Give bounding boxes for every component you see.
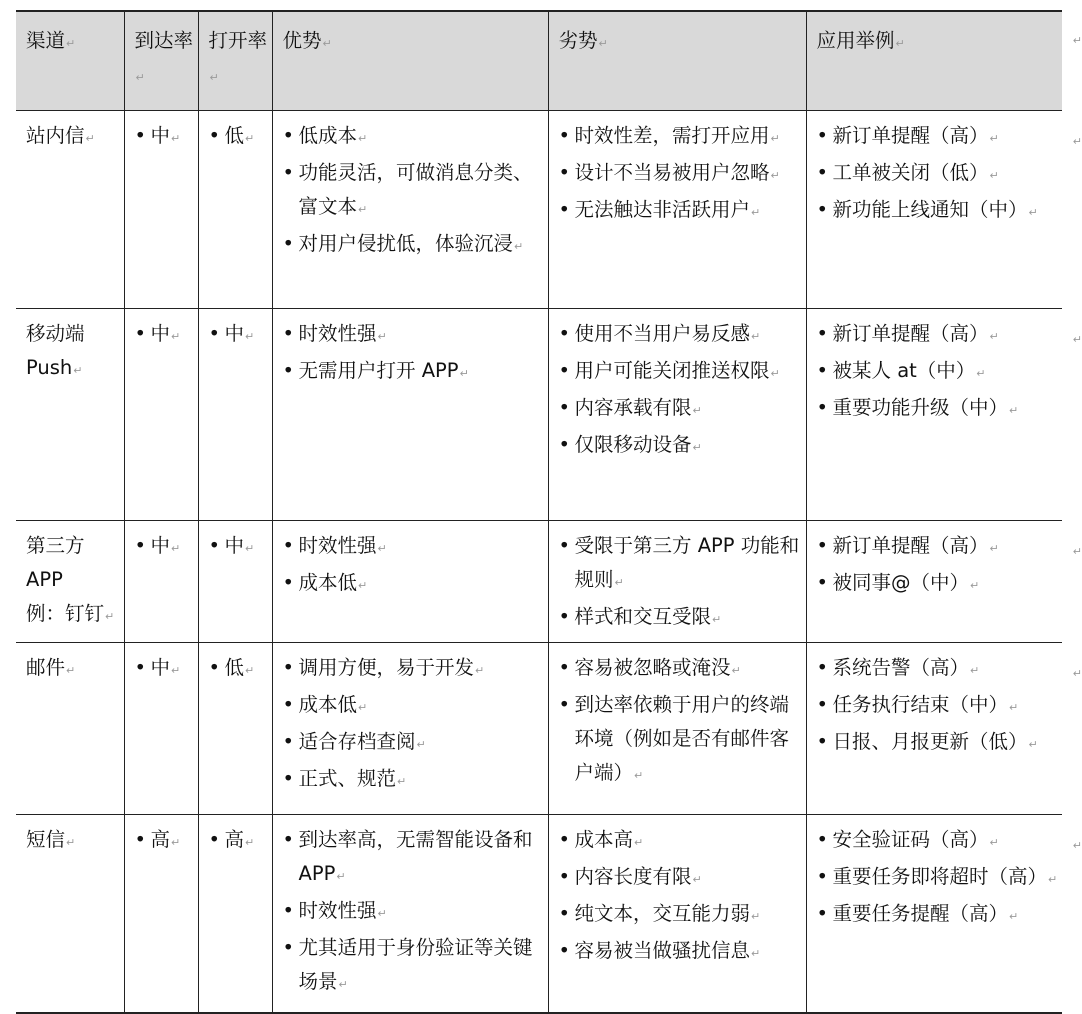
list-item <box>817 725 1063 762</box>
row-end-mark: ↵ <box>1072 333 1082 346</box>
open-rate-list <box>209 651 272 688</box>
list-item <box>283 894 548 931</box>
list-item <box>559 354 806 391</box>
channel-cell <box>16 815 124 1013</box>
row-end-mark: ↵ <box>1072 667 1082 680</box>
list-item <box>817 566 1063 603</box>
list-item <box>559 317 806 354</box>
paragraph-mark: ↵ <box>692 873 702 886</box>
paragraph-mark: ↵ <box>171 664 181 677</box>
paragraph-mark: ↵ <box>1009 404 1019 417</box>
examples-cell <box>806 111 1082 309</box>
table-row <box>16 111 1062 309</box>
channel-text: APP <box>26 568 63 591</box>
list-item <box>817 651 1063 688</box>
examples-cell <box>806 521 1082 643</box>
examples-cell-list <box>817 529 1063 603</box>
paragraph-mark: ↵ <box>245 836 255 849</box>
paragraph-mark: ↵ <box>970 579 980 592</box>
list-item-text: 适合存档查阅 <box>298 730 416 753</box>
row-end-mark: ↵ <box>1072 34 1082 47</box>
channel-text: 站内信 <box>26 124 85 147</box>
list-item <box>559 529 806 600</box>
list-item-text: 容易被忽略或淹没 <box>574 656 731 679</box>
pros-cell-list <box>283 651 548 799</box>
row-end-mark: ↵ <box>1072 545 1082 558</box>
list-item <box>559 860 806 897</box>
open-rate-value: 低 <box>224 124 245 147</box>
list-item <box>135 317 198 354</box>
cons-cell <box>548 309 806 521</box>
header-examples: 应用举例↵ ↵ <box>806 11 1062 111</box>
channel-cell <box>16 309 124 521</box>
paragraph-mark: ↵ <box>459 367 469 380</box>
paragraph-mark: ↵ <box>976 367 986 380</box>
header-channel: 渠道↵ <box>16 11 124 111</box>
list-item <box>559 688 806 793</box>
list-item-text: 无法触达非活跃用户 <box>574 198 751 221</box>
pros-cell <box>272 309 548 521</box>
list-item-text: 重要任务提醒（高） <box>832 902 1009 925</box>
paragraph-mark: ↵ <box>1048 873 1058 886</box>
table-row <box>16 521 1062 643</box>
list-item <box>209 823 272 860</box>
open-rate-value: 低 <box>224 656 245 679</box>
header-examples-label: 应用举例 <box>816 29 895 52</box>
pros-cell <box>272 521 548 643</box>
paragraph-mark: ↵ <box>634 836 644 849</box>
channel-text: Push <box>26 356 73 379</box>
header-cons-label: 劣势 <box>558 29 598 52</box>
list-item-text: 低成本 <box>298 124 358 147</box>
reach-rate-value: 中 <box>150 534 171 557</box>
reach-rate-cell <box>124 643 198 815</box>
examples-cell <box>806 643 1082 815</box>
reach-rate-list <box>135 651 198 688</box>
list-item <box>559 156 806 193</box>
list-item <box>135 119 198 156</box>
paragraph-mark: ↵ <box>770 367 780 380</box>
open-rate-value: 中 <box>224 322 245 345</box>
list-item <box>283 725 548 762</box>
paragraph-mark: ↵ <box>731 664 741 677</box>
open-rate-list <box>209 529 272 566</box>
list-item-text: 容易被当做骚扰信息 <box>574 939 751 962</box>
pros-cell-list <box>283 317 548 391</box>
channel-text: 短信 <box>26 828 66 851</box>
channel-line <box>26 119 124 156</box>
channel-cell <box>16 643 124 815</box>
list-item <box>283 823 548 894</box>
examples-cell-list <box>817 317 1063 428</box>
paragraph-mark: ↵ <box>245 132 255 145</box>
header-open-label: 打开率 <box>208 29 268 52</box>
list-item-text: 内容长度有限 <box>574 865 692 888</box>
channel-text: 邮件 <box>26 656 66 679</box>
examples-cell-list <box>817 119 1063 230</box>
list-item <box>283 651 548 688</box>
list-item-text: 任务执行结束（中） <box>832 693 1009 716</box>
pros-cell <box>272 111 548 309</box>
channel-line <box>26 597 124 634</box>
paragraph-mark: ↵ <box>171 330 181 343</box>
header-pros: 优势↵ <box>272 11 548 111</box>
paragraph-mark: ↵ <box>245 330 255 343</box>
paragraph-mark: ↵ <box>751 330 761 343</box>
paragraph-mark: ↵ <box>245 542 255 555</box>
list-item <box>209 529 272 566</box>
paragraph-mark: ↵ <box>358 203 368 216</box>
list-item-text: 时效性强 <box>298 899 377 922</box>
list-item <box>817 354 1063 391</box>
cons-cell-list <box>559 529 806 637</box>
examples-cell <box>806 309 1082 521</box>
paragraph-mark: ↵ <box>989 330 999 343</box>
paragraph-mark: ↵ <box>66 664 76 677</box>
list-item-text: 工单被关闭（低） <box>832 161 989 184</box>
reach-rate-list <box>135 119 198 156</box>
cons-cell-list <box>559 119 806 230</box>
paragraph-mark: ↵ <box>1028 738 1038 751</box>
channel-text: 移动端 <box>26 322 85 345</box>
list-item <box>817 688 1063 725</box>
list-item <box>817 529 1063 566</box>
cons-cell-list <box>559 651 806 793</box>
header-cons: 劣势↵ <box>548 11 806 111</box>
open-rate-value: 高 <box>224 828 245 851</box>
open-rate-list <box>209 317 272 354</box>
list-item <box>817 317 1063 354</box>
cons-cell <box>548 521 806 643</box>
channel-line <box>26 351 124 388</box>
list-item <box>559 119 806 156</box>
cons-cell <box>548 643 806 815</box>
list-item <box>817 897 1063 934</box>
paragraph-mark: ↵ <box>1009 910 1019 923</box>
paragraph-mark: ↵ <box>770 169 780 182</box>
list-item-text: 设计不当易被用户忽略 <box>574 161 770 184</box>
list-item <box>559 600 806 637</box>
paragraph-mark: ↵ <box>751 910 761 923</box>
list-item <box>559 193 806 230</box>
list-item-text: 尤其适用于身份验证等关键场景 <box>298 936 533 993</box>
list-item-text: 重要任务即将超时（高） <box>832 865 1048 888</box>
list-item-text: 内容承载有限 <box>574 396 692 419</box>
list-item-text: 成本低 <box>298 571 358 594</box>
list-item <box>817 156 1063 193</box>
cons-cell-list <box>559 317 806 465</box>
paragraph-mark: ↵ <box>377 330 387 343</box>
paragraph-mark: ↵ <box>85 132 95 145</box>
list-item-text: 受限于第三方 APP 功能和规则 <box>574 534 800 591</box>
list-item-text: 新订单提醒（高） <box>832 534 989 557</box>
pros-cell <box>272 643 548 815</box>
list-item <box>817 119 1063 156</box>
channel-line <box>26 563 124 597</box>
pros-cell-list <box>283 823 548 1002</box>
pros-cell <box>272 815 548 1013</box>
paragraph-mark: ↵ <box>377 542 387 555</box>
paragraph-mark: ↵ <box>692 441 702 454</box>
cons-cell-list <box>559 823 806 971</box>
channel-line <box>26 651 124 688</box>
list-item-text: 成本高 <box>574 828 634 851</box>
paragraph-mark: ↵ <box>989 169 999 182</box>
paragraph-mark: ↵ <box>171 836 181 849</box>
list-item-text: 新功能上线通知（中） <box>832 198 1028 221</box>
list-item-text: 日报、月报更新（低） <box>832 730 1028 753</box>
reach-rate-list <box>135 823 198 860</box>
list-item-text: 被同事@（中） <box>832 571 970 594</box>
open-rate-cell <box>198 815 272 1013</box>
list-item <box>135 651 198 688</box>
list-item <box>283 931 548 1002</box>
paragraph-mark: ↵ <box>989 836 999 849</box>
list-item <box>135 529 198 566</box>
open-rate-list <box>209 119 272 156</box>
header-open-rate: 打开率↵ <box>198 11 272 111</box>
list-item-text: 纯文本，交互能力弱 <box>574 902 751 925</box>
channel-text: 第三方 <box>26 534 85 557</box>
paragraph-mark: ↵ <box>336 870 346 883</box>
header-reach-label: 到达率 <box>134 29 194 52</box>
list-item <box>817 193 1063 230</box>
list-item <box>559 391 806 428</box>
pros-cell-list <box>283 529 548 603</box>
paragraph-mark: ↵ <box>171 542 181 555</box>
header-pros-label: 优势 <box>282 29 322 52</box>
list-item <box>283 529 548 566</box>
row-end-mark: ↵ <box>1072 839 1082 852</box>
channel-line <box>26 529 124 563</box>
list-item-text: 用户可能关闭推送权限 <box>574 359 770 382</box>
paragraph-mark: ↵ <box>751 947 761 960</box>
table-body <box>16 111 1082 1013</box>
reach-rate-list <box>135 317 198 354</box>
list-item-text: 时效性强 <box>298 322 377 345</box>
channel-comparison-table <box>16 10 1082 1014</box>
paragraph-mark: ↵ <box>614 576 624 589</box>
channel-text: 例：钉钉 <box>26 602 105 625</box>
paragraph-mark: ↵ <box>171 132 181 145</box>
paragraph-mark: ↵ <box>358 132 368 145</box>
list-item <box>283 119 548 156</box>
paragraph-mark: ↵ <box>712 613 722 626</box>
list-item-text: 被某人 at（中） <box>832 359 976 382</box>
channel-cell <box>16 111 124 309</box>
paragraph-mark: ↵ <box>397 775 407 788</box>
list-item-text: 新订单提醒（高） <box>832 322 989 345</box>
list-item <box>209 317 272 354</box>
list-item <box>559 428 806 465</box>
header-row <box>16 11 1062 111</box>
list-item <box>817 860 1063 897</box>
reach-rate-list <box>135 529 198 566</box>
pros-cell-list <box>283 119 548 264</box>
paragraph-mark: ↵ <box>475 664 485 677</box>
list-item <box>283 762 548 799</box>
reach-rate-cell <box>124 309 198 521</box>
paragraph-mark: ↵ <box>73 364 83 377</box>
list-item <box>283 688 548 725</box>
paragraph-mark: ↵ <box>989 132 999 145</box>
paragraph-mark: ↵ <box>1028 206 1038 219</box>
list-item <box>209 651 272 688</box>
channel-line <box>26 317 124 351</box>
reach-rate-value: 中 <box>150 656 171 679</box>
list-item-text: 时效性差，需打开应用 <box>574 124 770 147</box>
table-row <box>16 815 1062 1013</box>
list-item <box>283 156 548 227</box>
list-item-text: 无需用户打开 APP <box>298 359 459 382</box>
paragraph-mark: ↵ <box>105 610 115 623</box>
paragraph-mark: ↵ <box>66 836 76 849</box>
header-reach-rate: 到达率↵ <box>124 11 198 111</box>
channel-cell <box>16 521 124 643</box>
list-item-text: 成本低 <box>298 693 358 716</box>
paragraph-mark: ↵ <box>634 769 644 782</box>
list-item <box>817 823 1063 860</box>
list-item <box>283 354 548 391</box>
paragraph-mark: ↵ <box>358 701 368 714</box>
list-item <box>559 934 806 971</box>
list-item <box>283 227 548 264</box>
list-item-text: 正式、规范 <box>298 767 397 790</box>
cons-cell <box>548 111 806 309</box>
open-rate-cell <box>198 643 272 815</box>
list-item <box>283 317 548 354</box>
reach-rate-cell <box>124 111 198 309</box>
paragraph-mark: ↵ <box>692 404 702 417</box>
paragraph-mark: ↵ <box>377 907 387 920</box>
list-item-text: 调用方便，易于开发 <box>298 656 475 679</box>
list-item <box>559 651 806 688</box>
paragraph-mark: ↵ <box>358 579 368 592</box>
row-end-mark: ↵ <box>1072 135 1082 148</box>
list-item <box>817 391 1063 428</box>
list-item-text: 重要功能升级（中） <box>832 396 1009 419</box>
list-item-text: 对用户侵扰低，体验沉浸 <box>298 232 514 255</box>
list-item-text: 到达率高，无需智能设备和 APP <box>298 828 533 885</box>
paragraph-mark: ↵ <box>245 664 255 677</box>
reach-rate-cell <box>124 521 198 643</box>
open-rate-list <box>209 823 272 860</box>
open-rate-cell <box>198 111 272 309</box>
list-item-text: 到达率依赖于用户的终端环境（例如是否有邮件客户端） <box>574 693 790 784</box>
paragraph-mark: ↵ <box>770 132 780 145</box>
paragraph-mark: ↵ <box>1009 701 1019 714</box>
reach-rate-value: 高 <box>150 828 171 851</box>
open-rate-value: 中 <box>224 534 245 557</box>
header-channel-label: 渠道 <box>26 29 66 52</box>
cons-cell <box>548 815 806 1013</box>
reach-rate-value: 中 <box>150 322 171 345</box>
table-header <box>16 11 1082 111</box>
list-item-text: 功能灵活，可做消息分类、富文本 <box>298 161 533 218</box>
list-item-text: 新订单提醒（高） <box>832 124 989 147</box>
channel-line <box>26 823 124 860</box>
list-item-text: 系统告警（高） <box>832 656 970 679</box>
paragraph-mark: ↵ <box>970 664 980 677</box>
list-item-text: 样式和交互受限 <box>574 605 712 628</box>
open-rate-cell <box>198 521 272 643</box>
reach-rate-value: 中 <box>150 124 171 147</box>
paragraph-mark: ↵ <box>338 978 348 991</box>
list-item <box>135 823 198 860</box>
examples-cell <box>806 815 1082 1013</box>
list-item <box>283 566 548 603</box>
list-item-text: 仅限移动设备 <box>574 433 692 456</box>
reach-rate-cell <box>124 815 198 1013</box>
list-item-text: 使用不当用户易反感 <box>574 322 751 345</box>
comparison-table-container <box>16 10 1082 1014</box>
examples-cell-list <box>817 823 1063 934</box>
table-row <box>16 309 1062 521</box>
examples-cell-list <box>817 651 1063 762</box>
list-item-text: 安全验证码（高） <box>832 828 989 851</box>
list-item <box>209 119 272 156</box>
paragraph-mark: ↵ <box>751 206 761 219</box>
list-item <box>559 823 806 860</box>
open-rate-cell <box>198 309 272 521</box>
table-row <box>16 643 1062 815</box>
list-item-text: 时效性强 <box>298 534 377 557</box>
paragraph-mark: ↵ <box>989 542 999 555</box>
list-item <box>559 897 806 934</box>
paragraph-mark: ↵ <box>514 240 524 253</box>
paragraph-mark: ↵ <box>416 738 426 751</box>
